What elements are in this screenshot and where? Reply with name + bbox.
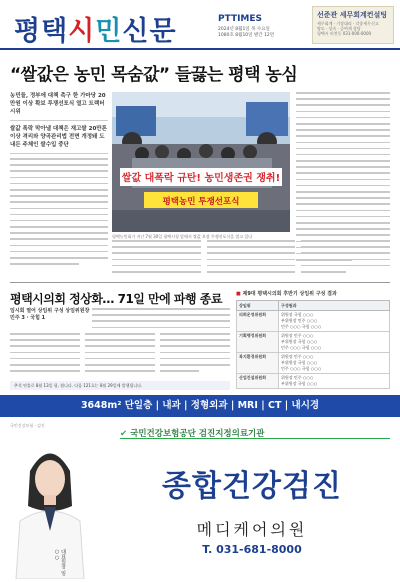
lead-deck-2: 쌀값 폭락 막아낼 대책은 재고쌀 20만톤 이상 격리와 양곡관리법 전면 개정돼 도 내든 주체인 쌀수입 중단	[10, 125, 108, 154]
table-row	[237, 311, 390, 332]
committee-name: 복지환경위원회	[237, 353, 279, 374]
table-header: 상임위	[237, 301, 279, 311]
body-text-lines	[10, 158, 108, 265]
article2-deck: 임시회 열어 상임위 구성 상임위원장 민주 3 · 국힘 1	[10, 308, 90, 321]
protest-photo[interactable]	[112, 92, 290, 232]
protest-photo-illustration	[112, 92, 290, 232]
committee-name: 기획행정위원회	[237, 332, 279, 353]
committee-table	[236, 300, 390, 389]
committee-members: 위원장 민주 ○○○ 부위원장 국힘 ○○○ 민주 ○○○ 국힘 ○○○	[279, 353, 390, 374]
ad-tagline: ✔ 국민건강보험공단 검진지정의료기관	[120, 427, 390, 439]
clinic-name: 메디케어의원	[196, 520, 308, 539]
masthead-ad-line: 양도 · 상속 · 증여세 상담	[317, 26, 361, 31]
doctor-illustration	[10, 431, 90, 579]
bullet-icon: ■	[236, 291, 241, 297]
clinic-phone[interactable]: T. 031-681-8000	[202, 543, 302, 556]
lead-deck: 농민들, 정부에 대책 촉구 한 가마당 20만원 이상 확보 투쟁선포식 열고 트랙터 시위	[10, 92, 108, 121]
table-row	[237, 374, 390, 389]
issue-number: 1080호 8월10일 발간 12면	[218, 33, 275, 38]
hospital-services-banner[interactable]: 3648m² 단일층 | 내과 | 정형외과 | MRI | CT | 내시경	[0, 395, 400, 417]
issue-info	[218, 14, 308, 38]
main-headline[interactable]: “쌀값은 농민 목숨값” 들끓는 평택 농심	[10, 65, 298, 85]
lead-article-continued	[112, 240, 390, 280]
publication-notice: 추석 연휴로 8월 13일 평, 쉽니다. 다음 121호는 8월 29일에 발행됩니다.	[10, 381, 230, 390]
photo-caption: 평택농민회가 지난 7월 30일 평택시청 앞에서 쌀값 보장 투쟁선포식을 열고 있다	[112, 234, 253, 239]
protest-sign-text: 평택농민 투쟁선포식	[162, 197, 240, 207]
checkmark-icon: ✔	[120, 429, 128, 439]
article2-body	[10, 333, 230, 379]
masthead-ad[interactable]	[312, 6, 394, 44]
committee-members: 위원장 국힘 ○○○ 부위원장 민주 ○○○ 민주 ○○○ 국힘 ○○○	[279, 311, 390, 332]
committee-name: 산업건설위원회	[237, 374, 279, 389]
committee-members: 위원장 민주 ○○○ 부위원장 국힘 ○○○ 민주 ○○○ 국힘 ○○○	[279, 332, 390, 353]
table-row	[237, 332, 390, 353]
protest-banner-text: 쌀값 대폭락 규탄! 농민생존권 쟁취!	[121, 173, 281, 184]
article2-headline[interactable]: 평택시의회 정상화… 71일 만에 파행 종료	[10, 292, 222, 306]
section-divider	[10, 282, 390, 283]
masthead-ad-line: 평택시 비전동 031-000-0000	[317, 31, 372, 36]
committee-name: 의회운영위원회	[237, 311, 279, 332]
newspaper-logo[interactable]: 평택시민신문	[14, 16, 177, 47]
table-row	[237, 353, 390, 374]
brand-name: PTTIMES	[218, 14, 263, 24]
ad-title: 종합건강검진	[162, 469, 342, 504]
lead-article-left	[10, 92, 108, 269]
clinic-advertisement[interactable]	[0, 417, 400, 582]
masthead	[0, 0, 400, 50]
masthead-ad-line: 세무회계 · 기장대리 · 각종세무신고	[317, 21, 379, 26]
committee-table-title: ■ 제9대 평택시의회 후반기 상임위 구성 결과	[236, 291, 337, 297]
doctor-photo	[10, 431, 90, 579]
committee-members: 위원장 민주 ○○○ 부위원장 국힘 ○○○	[279, 374, 390, 389]
masthead-ad-title: 선준관 세무회계컨설팅	[317, 11, 388, 19]
table-header: 구성원과	[279, 301, 390, 311]
committee-table-box	[236, 290, 390, 390]
doctor-name: 대표원장 임○○	[54, 549, 66, 576]
ad-small-text: 국민건강보험 · 검진	[10, 423, 45, 428]
article2-lead-text	[92, 308, 230, 334]
issue-date: 2024년 8월1일 목 수요일	[218, 27, 270, 32]
